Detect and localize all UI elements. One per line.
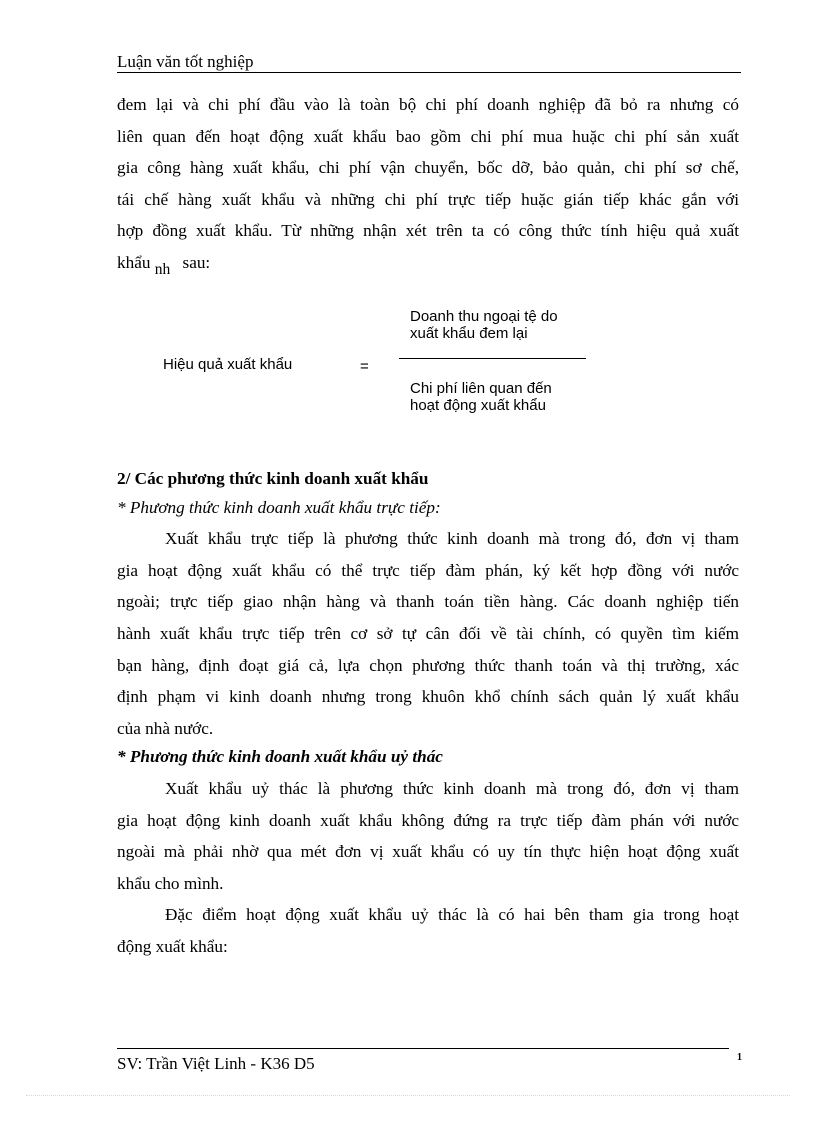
formula-denominator-line2: hoạt động xuất khẩu [410, 397, 546, 414]
formula-denominator-line1: Chi phí liên quan đến [410, 380, 552, 397]
text-line: gia hoạt động kinh doanh xuất khẩu không đứng ra trực tiếp đàm phán với nước [117, 810, 739, 830]
text-line: gia hoạt động xuất khẩu có thể trực tiếp đàm phán, ký kết hợp đồng với nước [117, 560, 739, 580]
text-line: hợp đồng xuất khẩu. Từ những nhận xét trên ta có công thức tính hiệu quả xuất [117, 221, 739, 241]
subsection-heading-entrusted: * Phương thức kinh doanh xuất khẩu uỷ thác [117, 747, 443, 767]
subscript-fragment: nh [154, 260, 171, 278]
page-header: Luận văn tốt nghiệp [117, 52, 254, 71]
section-heading: 2/ Các phương thức kinh doanh xuất khẩu [117, 469, 429, 488]
text-line: gia công hàng xuất khẩu, chi phí vận chuyển, bốc dỡ, bảo quản, chi phí sơ chế, [117, 158, 739, 178]
text-line: đem lại và chi phí đầu vào là toàn bộ chi phí doanh nghiệp đã bỏ ra nhưng có [117, 95, 739, 114]
text-line: tái chế hàng xuất khẩu và những chi phí trực tiếp huặc gián tiếp khác gắn với [117, 189, 739, 209]
text-line: ngoài mà phải nhờ qua mét đơn vị xuất khẩu có uy tín thực hiện hoạt động xuất [117, 842, 739, 862]
page-edge [26, 1095, 790, 1096]
fraction-bar [399, 358, 586, 359]
text-line: bạn hàng, định đoạt giá cả, lựa chọn phương thức thanh toán và thị trường, xác [117, 655, 739, 675]
text-line: khẩu cho mình. [117, 873, 224, 893]
subsection-heading-direct: * Phương thức kinh doanh xuất khẩu trực tiếp: [117, 497, 441, 517]
header-divider [117, 72, 741, 73]
section-body [117, 463, 739, 963]
formula-label: Hiệu quả xuất khẩu [163, 356, 293, 373]
text-line: Xuất khẩu uỷ thác là phương thức kinh doanh mà trong đó, đơn vị tham [165, 778, 739, 798]
text-line: Đặc điểm hoạt động xuất khẩu uỷ thác là có hai bên tham gia trong hoạt [165, 905, 739, 925]
text-line: ngoài; trực tiếp giao nhận hàng và thanh toán tiền hàng. Các doanh nghiệp tiến [117, 592, 739, 612]
text-fragment: khẩu [117, 252, 151, 272]
formula-numerator-line2: xuất khẩu đem lại [410, 325, 528, 342]
text-line: Xuất khẩu trực tiếp là phương thức kinh doanh mà trong đó, đơn vị tham [165, 529, 739, 549]
text-line: liên quan đến hoạt động xuất khẩu bao gồm chi phí mua huặc chi phí sản xuất [117, 126, 739, 146]
text-line [117, 247, 739, 280]
text-line: hành xuất khẩu trực tiếp trên cơ sở tự cân đối về tài chính, có quyền tìm kiếm [117, 623, 739, 643]
text-line: động xuất khẩu: [117, 936, 228, 956]
footer-divider [117, 1048, 729, 1049]
page-number: 1 [737, 1052, 742, 1063]
footer-author: SV: Trần Việt Linh - K36 D5 [117, 1054, 315, 1073]
paragraph-intro [117, 89, 739, 280]
formula-equals: = [360, 358, 369, 375]
text-line: định phạm vi kinh doanh nhưng trong khuôn khổ chính sách quản lý xuất khẩu [117, 687, 739, 707]
text-fragment: sau: [182, 252, 211, 272]
formula-numerator-line1: Doanh thu ngoại tệ do [410, 308, 558, 325]
text-line: của nhà nước. [117, 718, 214, 738]
